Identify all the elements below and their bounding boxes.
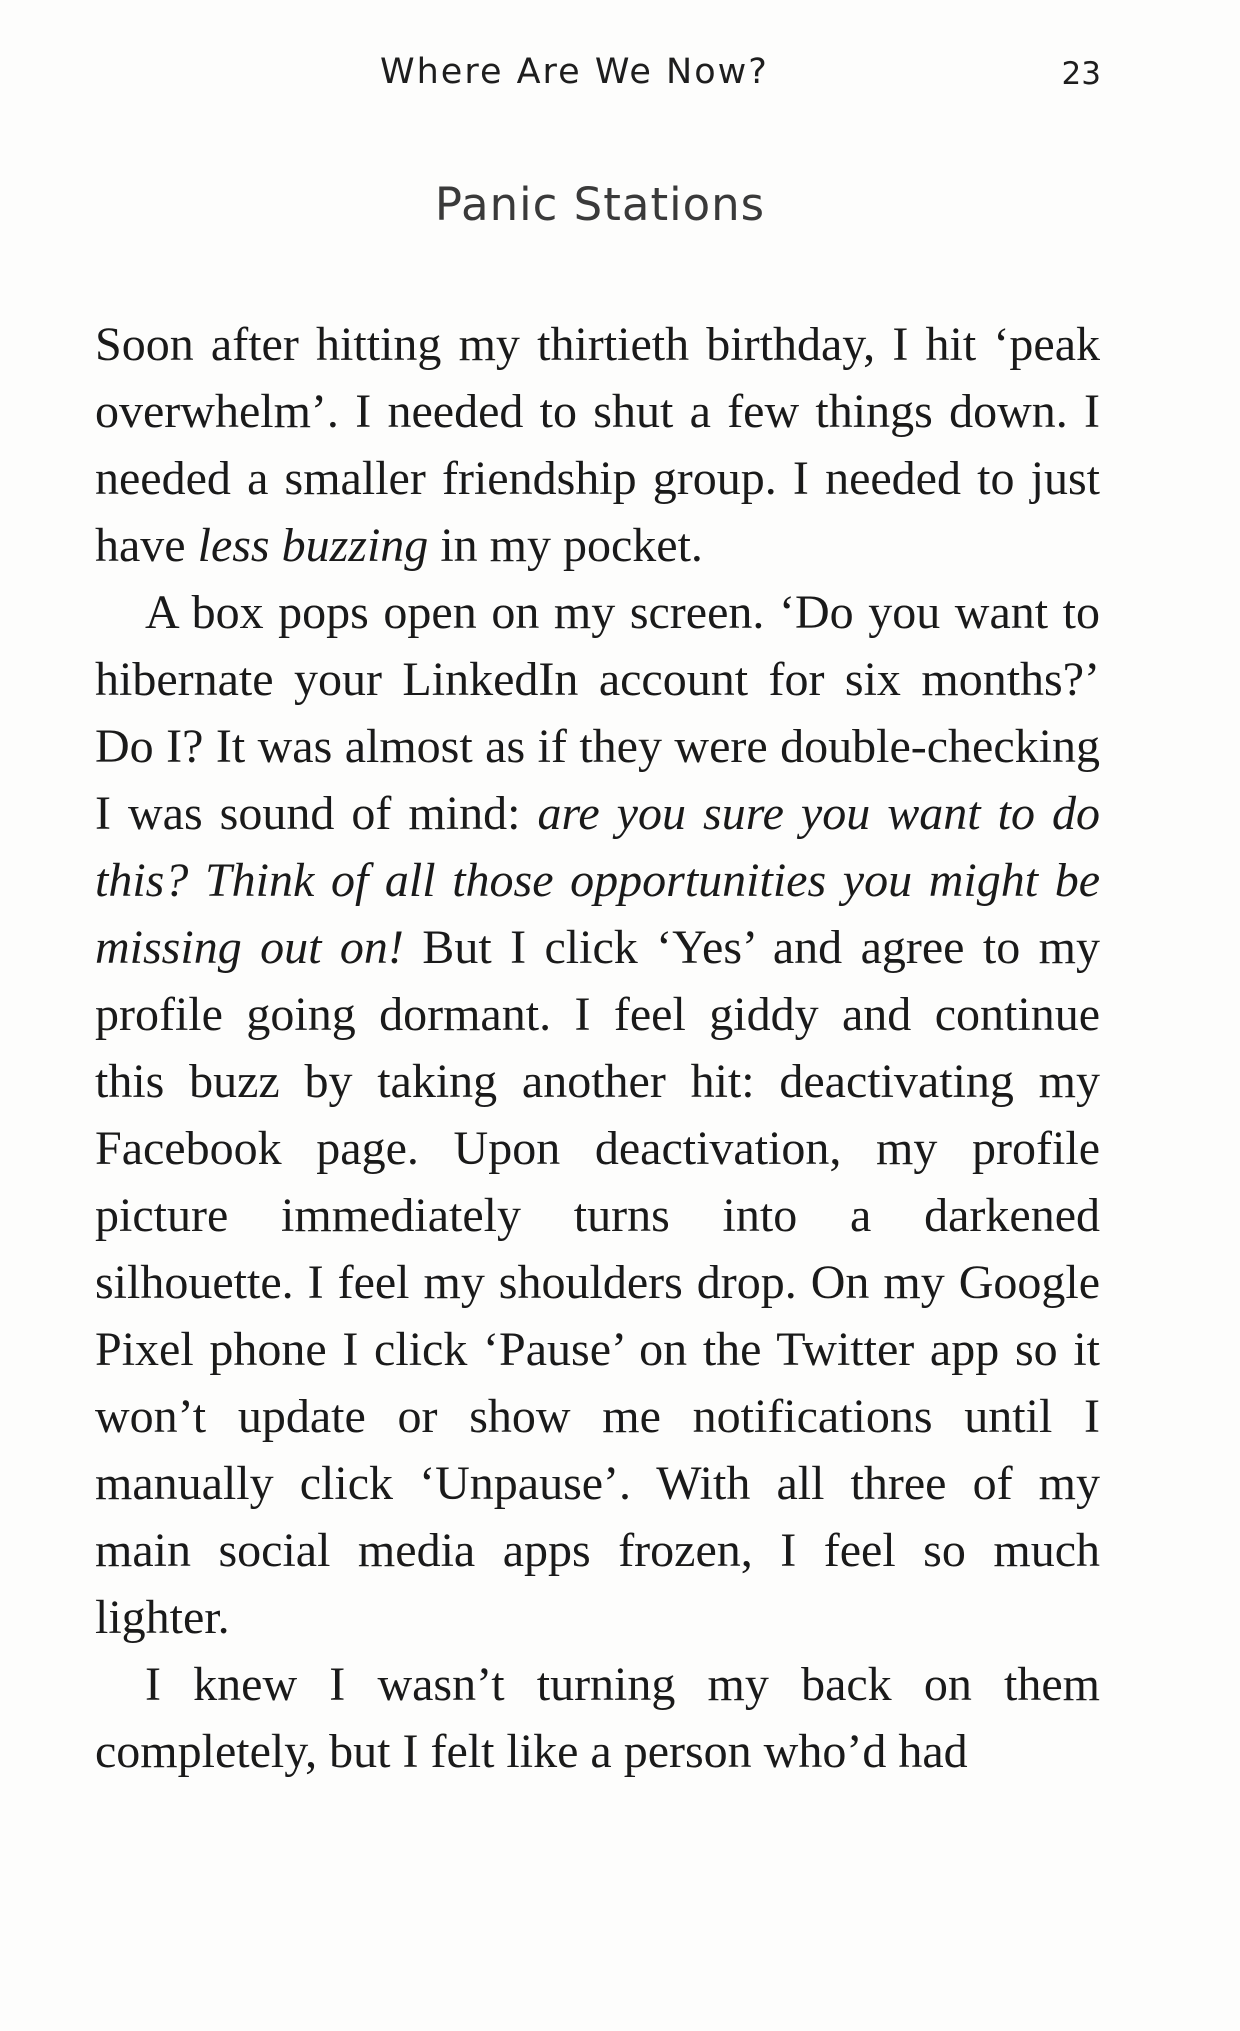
paragraph-1 xyxy=(95,311,1100,579)
running-head-title: Where Are We Now? xyxy=(380,52,769,92)
paragraph-2-text-a: A box pops open on my screen. ‘Do you want to hibernate your LinkedIn account for six months?’ Do I? It was almost as if they were double-checking I was sound of mind: xyxy=(95,586,1100,840)
paragraph-2 xyxy=(95,579,1100,1651)
paragraph-3 xyxy=(95,1651,1100,1785)
paragraph-1-text-a: Soon after hitting my thirtieth birthday, I hit ‘peak overwhelm’. I needed to shut a few things down. I needed a smaller friendship group. I needed to just have xyxy=(95,318,1100,572)
body-text xyxy=(95,311,1100,1785)
section-heading: Panic Stations xyxy=(434,178,766,231)
paragraph-1-text-b: in my pocket. xyxy=(428,519,703,572)
paragraph-2-italic: are you sure you want to do this? Think of all those opportunities you might be missing out on! xyxy=(95,787,1100,974)
paragraph-1-italic: less buzzing xyxy=(197,519,429,572)
page-number: 23 xyxy=(1061,56,1101,92)
paragraph-3-text: I knew I wasn’t turning my back on them completely, but I felt like a person who’d had xyxy=(95,1658,1100,1778)
paragraph-2-text-b: But I click ‘Yes’ and agree to my profile going dormant. I feel giddy and continue this buzz by taking another hit: deactivating my Facebook page. Upon deactivation, my profile picture immediately turns into a darkened silhouette. I feel my shoulders drop. On my Google Pixel phone I click ‘Pause’ on the Twitter app so it won’t update or show me notifications until I manually click ‘Unpause’. With all three of my main social media apps frozen, I feel so much lighter. xyxy=(95,921,1101,1644)
